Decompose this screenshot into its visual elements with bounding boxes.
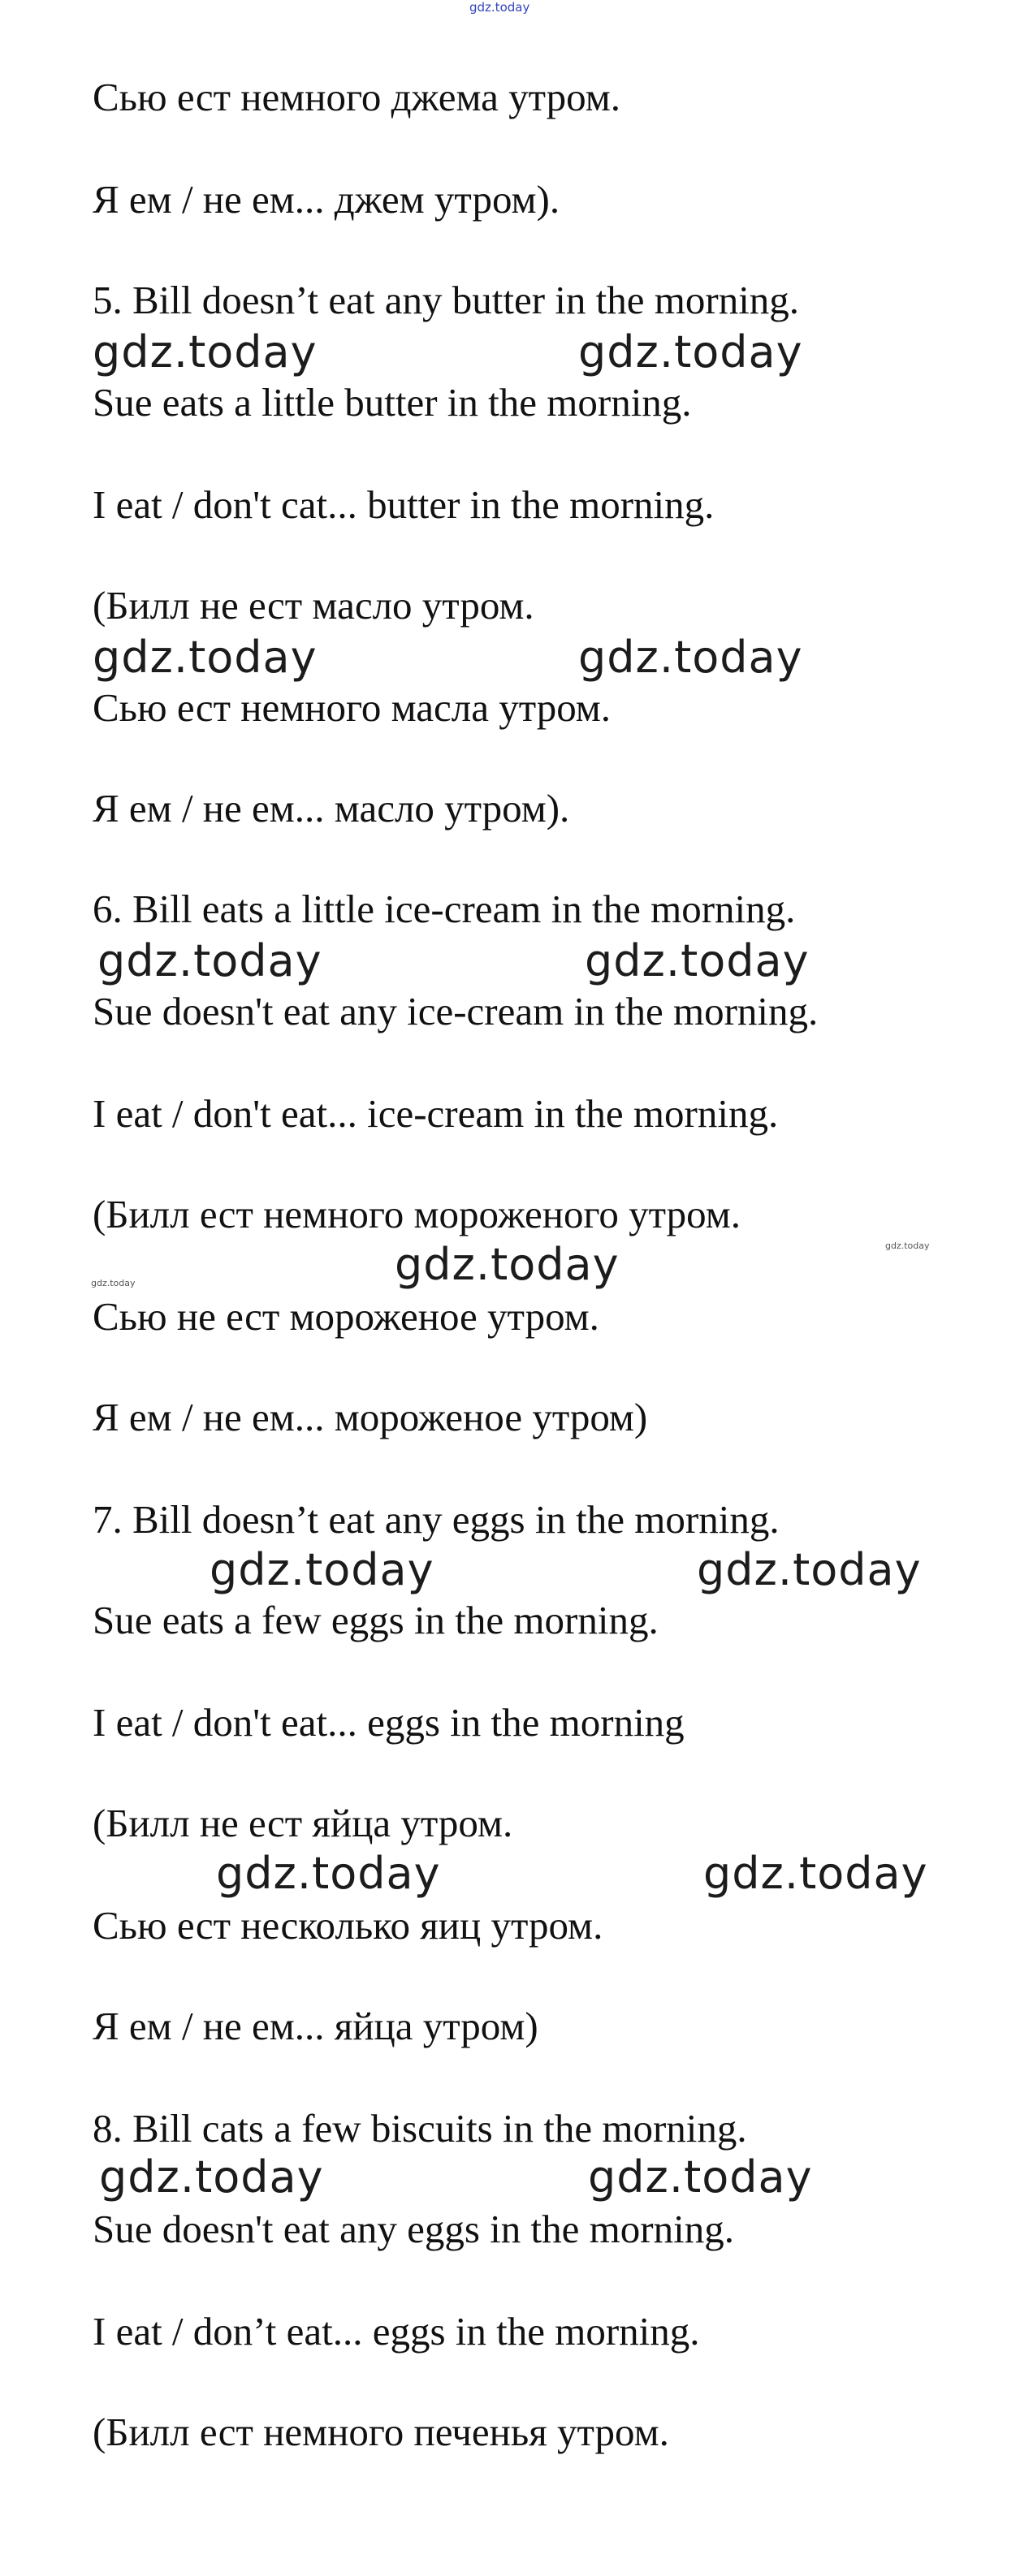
watermark-top: gdz.today (469, 0, 530, 15)
watermark-small: gdz.today (91, 1278, 136, 1288)
text-line: 8. Bill cats a few biscuits in the morning. (93, 2106, 747, 2151)
watermark: gdz.today (578, 326, 803, 378)
watermark: gdz.today (588, 2151, 813, 2203)
watermark: gdz.today (97, 935, 322, 986)
text-line: I eat / don't eat... ice-cream in the morning. (93, 1091, 779, 1136)
watermark: gdz.today (395, 1239, 620, 1290)
text-line: Сью не ест мороженое утром. (93, 1294, 599, 1339)
text-line: I eat / don't eat... eggs in the morning (93, 1700, 685, 1745)
watermark: gdz.today (99, 2151, 324, 2203)
text-line: Я ем / не ем... яйца утром) (93, 2004, 538, 2048)
text-line: I eat / don’t eat... eggs in the morning. (93, 2309, 700, 2354)
text-line: Sue doesn't eat any ice-cream in the morning. (93, 989, 819, 1033)
text-line: (Билл ест немного мороженого утром. (93, 1192, 741, 1236)
text-line: 6. Bill eats a little ice-cream in the morning. (93, 887, 796, 931)
text-line: Сью ест немного масла утром. (93, 685, 612, 730)
text-line: Я ем / не ем... масло утром). (93, 786, 570, 831)
text-line: 5. Bill doesn’t eat any butter in the morning. (93, 278, 800, 322)
watermark: gdz.today (210, 1544, 434, 1595)
watermark: gdz.today (585, 935, 810, 986)
watermark: gdz.today (216, 1848, 441, 1899)
watermark: gdz.today (578, 632, 803, 683)
text-line: Сью ест немного джема утром. (93, 75, 620, 119)
text-line: I eat / don't cat... butter in the morning. (93, 482, 715, 527)
watermark-small: gdz.today (885, 1241, 930, 1251)
text-line: (Билл ест немного печенья утром. (93, 2410, 669, 2454)
text-line: (Билл не ест яйца утром. (93, 1801, 513, 1845)
watermark: gdz.today (93, 632, 318, 683)
text-line: (Билл не ест масло утром. (93, 583, 534, 628)
watermark: gdz.today (93, 326, 318, 378)
text-line: Sue eats a few eggs in the morning. (93, 1598, 659, 1642)
text-line: Сью ест несколько яиц утром. (93, 1903, 603, 1948)
text-line: Sue eats a little butter in the morning. (93, 380, 692, 425)
text-line: 7. Bill doesn’t eat any eggs in the morning. (93, 1497, 780, 1542)
text-line: Я ем / не ем... джем утром). (93, 177, 560, 222)
watermark: gdz.today (703, 1848, 928, 1899)
text-line: Я ем / не ем... мороженое утром) (93, 1395, 648, 1439)
watermark: gdz.today (697, 1544, 922, 1595)
text-line: Sue doesn't eat any eggs in the morning. (93, 2207, 734, 2251)
